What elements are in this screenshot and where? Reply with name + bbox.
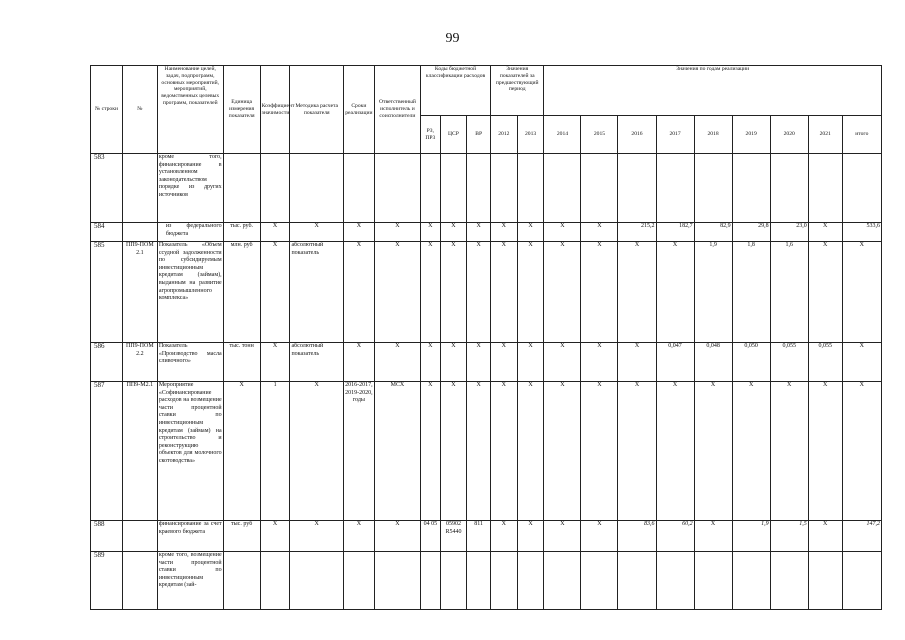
cell-2012 xyxy=(490,154,517,223)
header-row-1 xyxy=(91,66,882,116)
cell-vr xyxy=(467,154,491,223)
cell-coef xyxy=(260,552,290,610)
header-name: Наименование целей, задач, подпрограмм, основных мероприятий, мероприятий, ведомственных целевых программ, показателей xyxy=(157,66,223,154)
cell-2017 xyxy=(656,552,694,610)
cell-2018: 0,048 xyxy=(694,343,732,382)
page-number: 99 xyxy=(445,31,460,46)
row-number: 583 xyxy=(91,154,123,223)
cell-2019: 29,8 xyxy=(732,223,770,242)
cell-term: X xyxy=(343,343,374,382)
row-code xyxy=(122,223,157,242)
header-2017: 2017 xyxy=(656,116,694,154)
cell-2013 xyxy=(517,154,544,223)
cell-2016: X xyxy=(618,382,656,521)
row-number: 589 xyxy=(91,552,123,610)
table-row xyxy=(91,154,882,223)
cell-2017: 182,7 xyxy=(656,223,694,242)
cell-2014: X xyxy=(544,382,581,521)
cell-total: 147,2 xyxy=(842,521,881,552)
cell-2020: X xyxy=(770,382,808,521)
cell-rz: 04 05 xyxy=(421,521,441,552)
cell-resp: X xyxy=(374,242,420,343)
cell-2016 xyxy=(618,154,656,223)
table-row xyxy=(91,382,882,521)
cell-rz: X xyxy=(421,343,441,382)
cell-2012: X xyxy=(490,343,517,382)
table-row xyxy=(91,242,882,343)
cell-2019: 1,9 xyxy=(732,521,770,552)
header-row-no: № строки xyxy=(91,66,123,154)
cell-2019 xyxy=(732,552,770,610)
cell-method xyxy=(290,154,343,223)
cell-coef: X xyxy=(260,223,290,242)
cell-method: X xyxy=(290,223,343,242)
cell-2015 xyxy=(581,552,618,610)
cell-2015 xyxy=(581,154,618,223)
header-2012: 2012 xyxy=(490,116,517,154)
table-row xyxy=(91,343,882,382)
cell-2015: X xyxy=(581,343,618,382)
cell-total xyxy=(842,154,881,223)
row-name: Показатель «Объем ссудной задолженности по субсидируемым инвестиционным кредитам (займам), выданным на развитие агропромышленного комплекса» xyxy=(157,242,223,343)
cell-csr xyxy=(440,552,467,610)
cell-2016 xyxy=(618,552,656,610)
cell-unit xyxy=(223,552,260,610)
cell-vr: X xyxy=(467,242,491,343)
cell-2020: 0,055 xyxy=(770,343,808,382)
row-name: из федерального бюджета xyxy=(157,223,223,242)
header-coef: Коэффициент значимости xyxy=(260,66,290,154)
header-2020: 2020 xyxy=(770,116,808,154)
cell-csr: X xyxy=(440,223,467,242)
row-code xyxy=(122,552,157,610)
header-2014: 2014 xyxy=(544,116,581,154)
cell-2017: 0,047 xyxy=(656,343,694,382)
row-name: Показатель «Производство масла сливочного» xyxy=(157,343,223,382)
cell-2018 xyxy=(694,154,732,223)
cell-unit: X xyxy=(223,382,260,521)
cell-2020: 1,6 xyxy=(770,242,808,343)
cell-2014: X xyxy=(544,242,581,343)
cell-2019: 0,050 xyxy=(732,343,770,382)
cell-rz: X xyxy=(421,382,441,521)
row-number: 585 xyxy=(91,242,123,343)
cell-2013: X xyxy=(517,223,544,242)
cell-coef: 1 xyxy=(260,382,290,521)
cell-2014: X xyxy=(544,223,581,242)
cell-2021: 0,055 xyxy=(808,343,842,382)
cell-2020: 23,0 xyxy=(770,223,808,242)
row-code: ПП9-ПОМ 2.2 xyxy=(122,343,157,382)
cell-unit: тыс. руб. xyxy=(223,223,260,242)
cell-rz: X xyxy=(421,242,441,343)
row-number: 586 xyxy=(91,343,123,382)
header-prev-values: Значения показателей за предшествующий период xyxy=(490,66,543,116)
cell-coef: X xyxy=(260,242,290,343)
cell-2015: X xyxy=(581,521,618,552)
row-name: кроме того, финансирование в установленном законодательством порядке из других источников xyxy=(157,154,223,223)
row-name: финансирование за счет краевого бюджета xyxy=(157,521,223,552)
row-code xyxy=(122,521,157,552)
cell-unit xyxy=(223,154,260,223)
cell-term: X xyxy=(343,242,374,343)
header-2019: 2019 xyxy=(732,116,770,154)
cell-2012 xyxy=(490,552,517,610)
header-responsible: Ответственный исполнитель и соисполнители xyxy=(374,66,420,154)
cell-2017 xyxy=(656,154,694,223)
cell-2016: X xyxy=(618,343,656,382)
row-name: Мероприятие «Софинансирование расходов на возмещение части процентной ставки по инвестиционным кредитам (займам) на строительство и реконструкцию объектов для молочного скотоводства» xyxy=(157,382,223,521)
header-years-values: Значения по годам реализации xyxy=(544,66,882,116)
cell-2012: X xyxy=(490,382,517,521)
cell-rz xyxy=(421,154,441,223)
cell-2013 xyxy=(517,552,544,610)
cell-total: X xyxy=(842,343,881,382)
cell-2020 xyxy=(770,552,808,610)
cell-2018: 82,9 xyxy=(694,223,732,242)
cell-2021: X xyxy=(808,521,842,552)
cell-unit: млн. руб xyxy=(223,242,260,343)
cell-2017: X xyxy=(656,382,694,521)
row-code xyxy=(122,154,157,223)
table-row xyxy=(91,223,882,242)
cell-coef: X xyxy=(260,343,290,382)
cell-2014 xyxy=(544,552,581,610)
row-name: кроме того, возмещение части процентной ставки по инвестиционным кредитам (зай- xyxy=(157,552,223,610)
header-method: Методика расчета показателя xyxy=(290,66,343,154)
cell-resp: X xyxy=(374,343,420,382)
cell-csr: X xyxy=(440,382,467,521)
header-term: Сроки реализации xyxy=(343,66,374,154)
cell-term: X xyxy=(343,223,374,242)
table-row xyxy=(91,521,882,552)
header-2021: 2021 xyxy=(808,116,842,154)
cell-vr: X xyxy=(467,223,491,242)
table-row xyxy=(91,552,882,610)
cell-unit: тыс. руб xyxy=(223,521,260,552)
cell-2016: X xyxy=(618,242,656,343)
cell-method xyxy=(290,552,343,610)
cell-2012: X xyxy=(490,521,517,552)
cell-term: 2016-2017, 2019-2020, годы xyxy=(343,382,374,521)
cell-2019 xyxy=(732,154,770,223)
cell-vr: X xyxy=(467,382,491,521)
cell-2021 xyxy=(808,154,842,223)
row-number: 584 xyxy=(91,223,123,242)
cell-term: X xyxy=(343,521,374,552)
header-2015: 2015 xyxy=(581,116,618,154)
cell-2016: 215,2 xyxy=(618,223,656,242)
cell-2018: X xyxy=(694,382,732,521)
cell-total: X xyxy=(842,382,881,521)
cell-2014: X xyxy=(544,521,581,552)
cell-vr xyxy=(467,552,491,610)
program-table xyxy=(90,65,882,612)
header-budget-codes: Коды бюджетной классификации расходов xyxy=(421,66,491,116)
cell-2020: 1,5 xyxy=(770,521,808,552)
cell-2019: 1,8 xyxy=(732,242,770,343)
cell-vr: X xyxy=(467,343,491,382)
header-2018: 2018 xyxy=(694,116,732,154)
cell-rz: X xyxy=(421,223,441,242)
cell-resp: X xyxy=(374,223,420,242)
cell-2014 xyxy=(544,154,581,223)
cell-2021: X xyxy=(808,223,842,242)
cell-2017: 60,2 xyxy=(656,521,694,552)
cell-2015: X xyxy=(581,382,618,521)
cell-total: 533,6 xyxy=(842,223,881,242)
row-code: ПП9-ПОМ 2.1 xyxy=(122,242,157,343)
cell-2020 xyxy=(770,154,808,223)
cell-coef xyxy=(260,154,290,223)
header-total: итого xyxy=(842,116,881,154)
cell-2013: X xyxy=(517,521,544,552)
cell-method: X xyxy=(290,382,343,521)
cell-2018: X xyxy=(694,521,732,552)
cell-2012: X xyxy=(490,223,517,242)
cell-2015: X xyxy=(581,223,618,242)
cell-total xyxy=(842,552,881,610)
cell-coef: X xyxy=(260,521,290,552)
header-rz: РЗ, ПР3 xyxy=(421,116,441,154)
cell-csr xyxy=(440,154,467,223)
cell-2012: X xyxy=(490,242,517,343)
header-2016: 2016 xyxy=(618,116,656,154)
header-vr: ВР xyxy=(467,116,491,154)
cell-resp xyxy=(374,552,420,610)
header-csr: ЦСР xyxy=(440,116,467,154)
cell-resp: МСХ xyxy=(374,382,420,521)
header-unit: Единица измерения показателя xyxy=(223,66,260,154)
cell-2013: X xyxy=(517,343,544,382)
cell-total: X xyxy=(842,242,881,343)
cell-2016: 83,6 xyxy=(618,521,656,552)
cell-csr: 05902 R5440 xyxy=(440,521,467,552)
cell-2017: X xyxy=(656,242,694,343)
cell-csr: X xyxy=(440,242,467,343)
cell-2015: X xyxy=(581,242,618,343)
cell-vr: 811 xyxy=(467,521,491,552)
cell-2019: X xyxy=(732,382,770,521)
cell-2013: X xyxy=(517,382,544,521)
cell-2021: X xyxy=(808,242,842,343)
cell-resp xyxy=(374,154,420,223)
row-number: 588 xyxy=(91,521,123,552)
cell-term xyxy=(343,154,374,223)
cell-method: X xyxy=(290,521,343,552)
cell-2018: 1,9 xyxy=(694,242,732,343)
cell-unit: тыс. тонн xyxy=(223,343,260,382)
cell-2018 xyxy=(694,552,732,610)
cell-2021: X xyxy=(808,382,842,521)
cell-resp: X xyxy=(374,521,420,552)
cell-term xyxy=(343,552,374,610)
cell-rz xyxy=(421,552,441,610)
header-no: № xyxy=(122,66,157,154)
row-number: 587 xyxy=(91,382,123,521)
row-code: ПП9-М2.1 xyxy=(122,382,157,521)
cell-csr: X xyxy=(440,343,467,382)
cell-method: абсолютный показатель xyxy=(290,343,343,382)
cell-2021 xyxy=(808,552,842,610)
cell-2014: X xyxy=(544,343,581,382)
header-2013: 2013 xyxy=(517,116,544,154)
cell-method: абсолютный показатель xyxy=(290,242,343,343)
cell-2013: X xyxy=(517,242,544,343)
